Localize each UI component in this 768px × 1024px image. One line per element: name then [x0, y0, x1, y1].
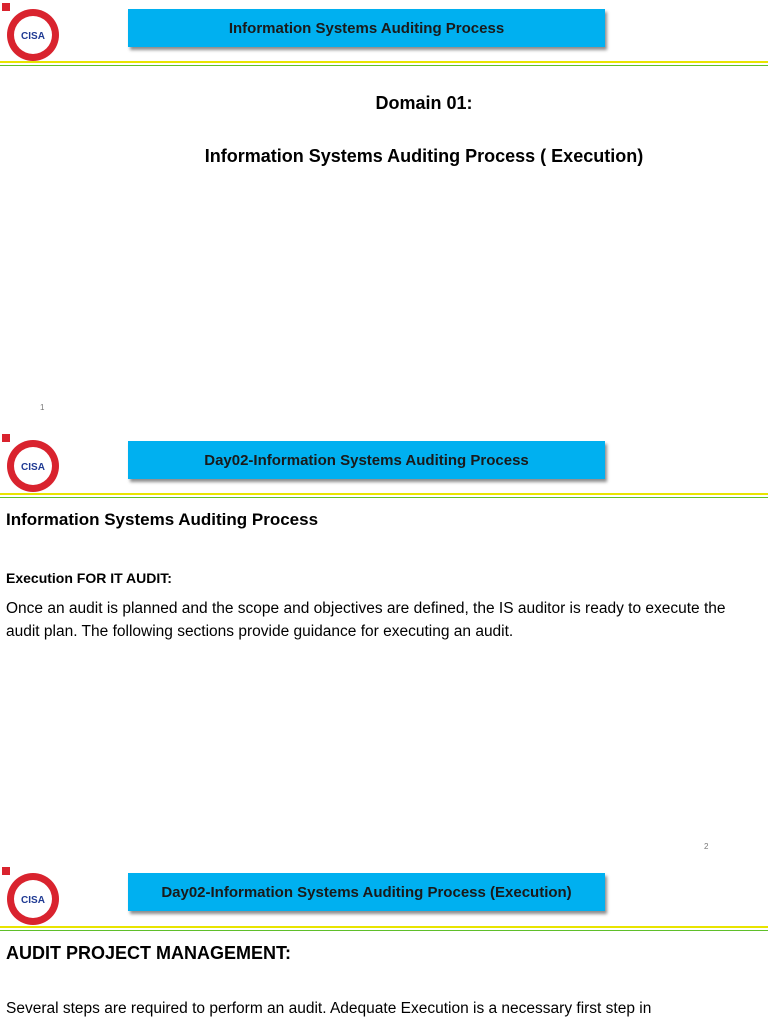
yellow-rule	[0, 493, 768, 495]
yellow-rule	[0, 926, 768, 928]
green-rule	[0, 930, 768, 931]
slide-2	[0, 431, 768, 851]
slide-2-paragraph: Once an audit is planned and the scope and objectives are defined, the IS auditor is ready to execute the audit plan. The following sections provide guidance for executing an audit.	[6, 600, 726, 640]
page-number: 1	[40, 403, 45, 412]
green-rule	[0, 65, 768, 66]
svg-text:CISA: CISA	[21, 462, 45, 473]
yellow-rule	[0, 61, 768, 63]
slide-3-title: AUDIT PROJECT MANAGEMENT:	[6, 943, 292, 963]
svg-text:CISA: CISA	[21, 895, 45, 906]
slide-1	[0, 0, 768, 425]
cisa-logo-icon	[2, 434, 62, 494]
slide-2-subtitle: Execution FOR IT AUDIT:	[6, 570, 172, 586]
slide-2-title: Information Systems Auditing Process	[6, 510, 319, 529]
page-number: 2	[704, 842, 709, 851]
slide-3	[0, 864, 768, 1024]
slide-3-paragraph: Several steps are required to perform an audit. Adequate Execution is a necessary first step in	[6, 1000, 652, 1017]
slide-1-banner: Information Systems Auditing Process	[128, 9, 605, 47]
cisa-logo-icon	[2, 3, 62, 63]
green-rule	[0, 497, 768, 498]
domain-heading: Domain 01:	[375, 93, 473, 113]
svg-text:CISA: CISA	[21, 31, 45, 42]
cisa-logo-icon	[2, 867, 62, 927]
slide-2-banner: Day02-Information Systems Auditing Process	[128, 441, 605, 479]
slide-3-banner: Day02-Information Systems Auditing Process (Execution)	[128, 873, 605, 911]
execution-heading: Information Systems Auditing Process ( Execution)	[204, 146, 644, 166]
